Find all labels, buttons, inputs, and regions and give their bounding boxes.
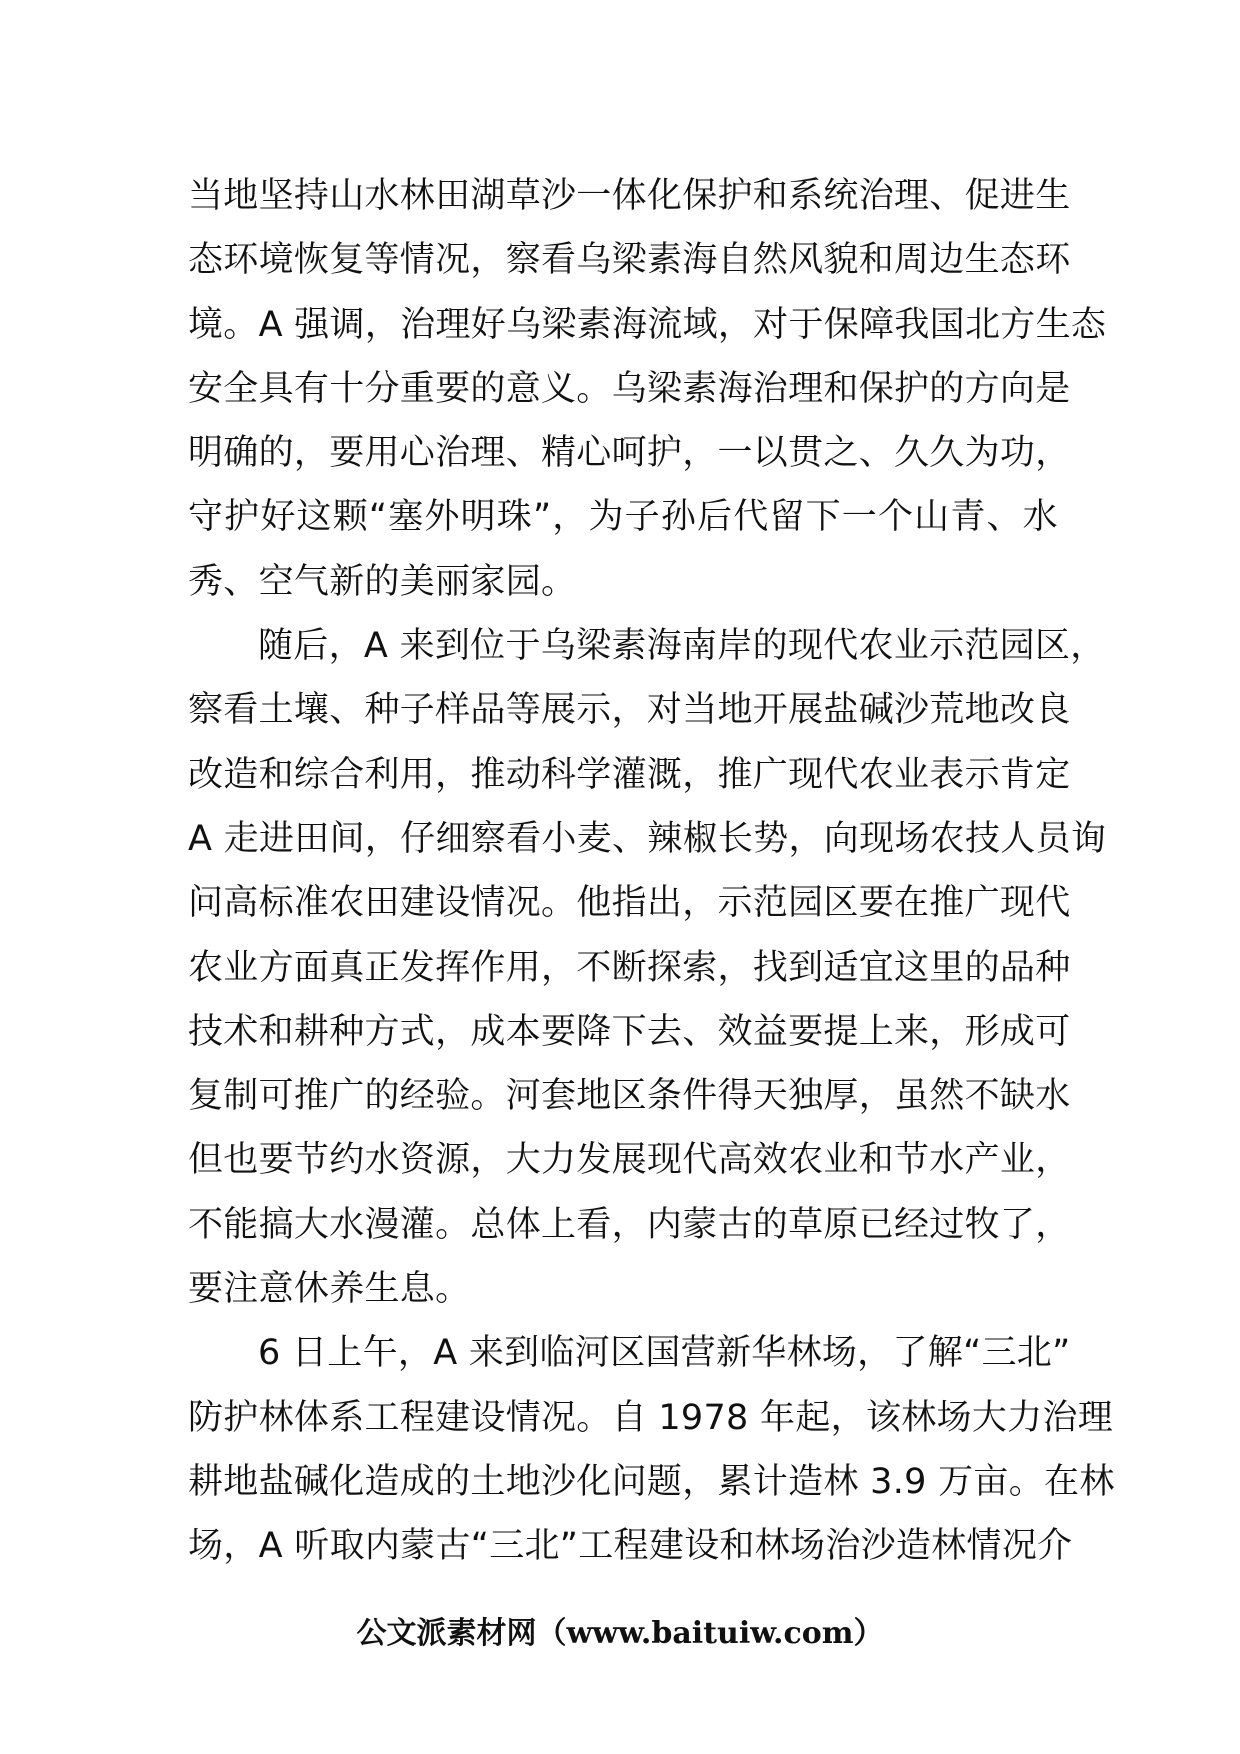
text-line: 耕地盐碱化造成的土地沙化问题，累计造林 3.9 万亩。在林 <box>188 1461 1115 1502</box>
text-line: 但也要节约水资源，大力发展现代高效农业和节水产业， <box>188 1140 1071 1181</box>
text-line: 秀、空气新的美丽家园。 <box>188 561 577 602</box>
text-line: 不能搞大水漫灌。总体上看，内蒙古的草原已经过牧了， <box>188 1204 1071 1245</box>
text-line: 境。A 强调，治理好乌梁素海流域，对于保障我国北方生态 <box>188 304 1107 345</box>
text-line: 复制可推广的经验。河套地区条件得天独厚，虽然不缺水 <box>188 1076 1071 1117</box>
text-line: 防护林体系工程建设情况。自 1978 年起，该林场大力治理 <box>188 1397 1114 1438</box>
text-line: 6 日上午，A 来到临河区国营新华林场，了解“三北” <box>258 1333 1071 1374</box>
text-line: A 走进田间，仔细察看小麦、辣椒长势，向现场农技人员询 <box>188 818 1107 859</box>
text-line: 场，A 听取内蒙古“三北”工程建设和林场治沙造林情况介 <box>188 1526 1073 1567</box>
footer-watermark: 公文派素材网（www.baituiw.com） <box>356 1616 884 1651</box>
text-line: 随后，A 来到位于乌梁素海南岸的现代农业示范园区， <box>258 626 1106 667</box>
text-line: 农业方面真正发挥作用，不断探索，找到适宜这里的品种 <box>188 947 1071 988</box>
text-line: 安全具有十分重要的意义。乌梁素海治理和保护的方向是 <box>188 368 1071 409</box>
document-body <box>188 164 1115 1579</box>
text-line: 要注意休养生息。 <box>188 1269 471 1310</box>
text-line: 态环境恢复等情况，察看乌梁素海自然风貌和周边生态环 <box>188 240 1071 281</box>
text-line: 明确的，要用心治理、精心呵护，一以贯之、久久为功， <box>188 433 1071 474</box>
text-line: 技术和耕种方式，成本要降下去、效益要提上来，形成可 <box>188 1011 1071 1052</box>
text-line: 守护好这颗“塞外明珠”，为子孙后代留下一个山青、水 <box>188 497 1058 538</box>
text-line: 问高标准农田建设情况。他指出，示范园区要在推广现代 <box>188 883 1071 924</box>
text-line: 察看土壤、种子样品等展示，对当地开展盐碱沙荒地改良 <box>188 690 1071 731</box>
text-line: 改造和综合利用，推动科学灌溉，推广现代农业表示肯定 <box>188 754 1071 795</box>
text-line: 当地坚持山水林田湖草沙一体化保护和系统治理、促进生 <box>188 176 1071 216</box>
